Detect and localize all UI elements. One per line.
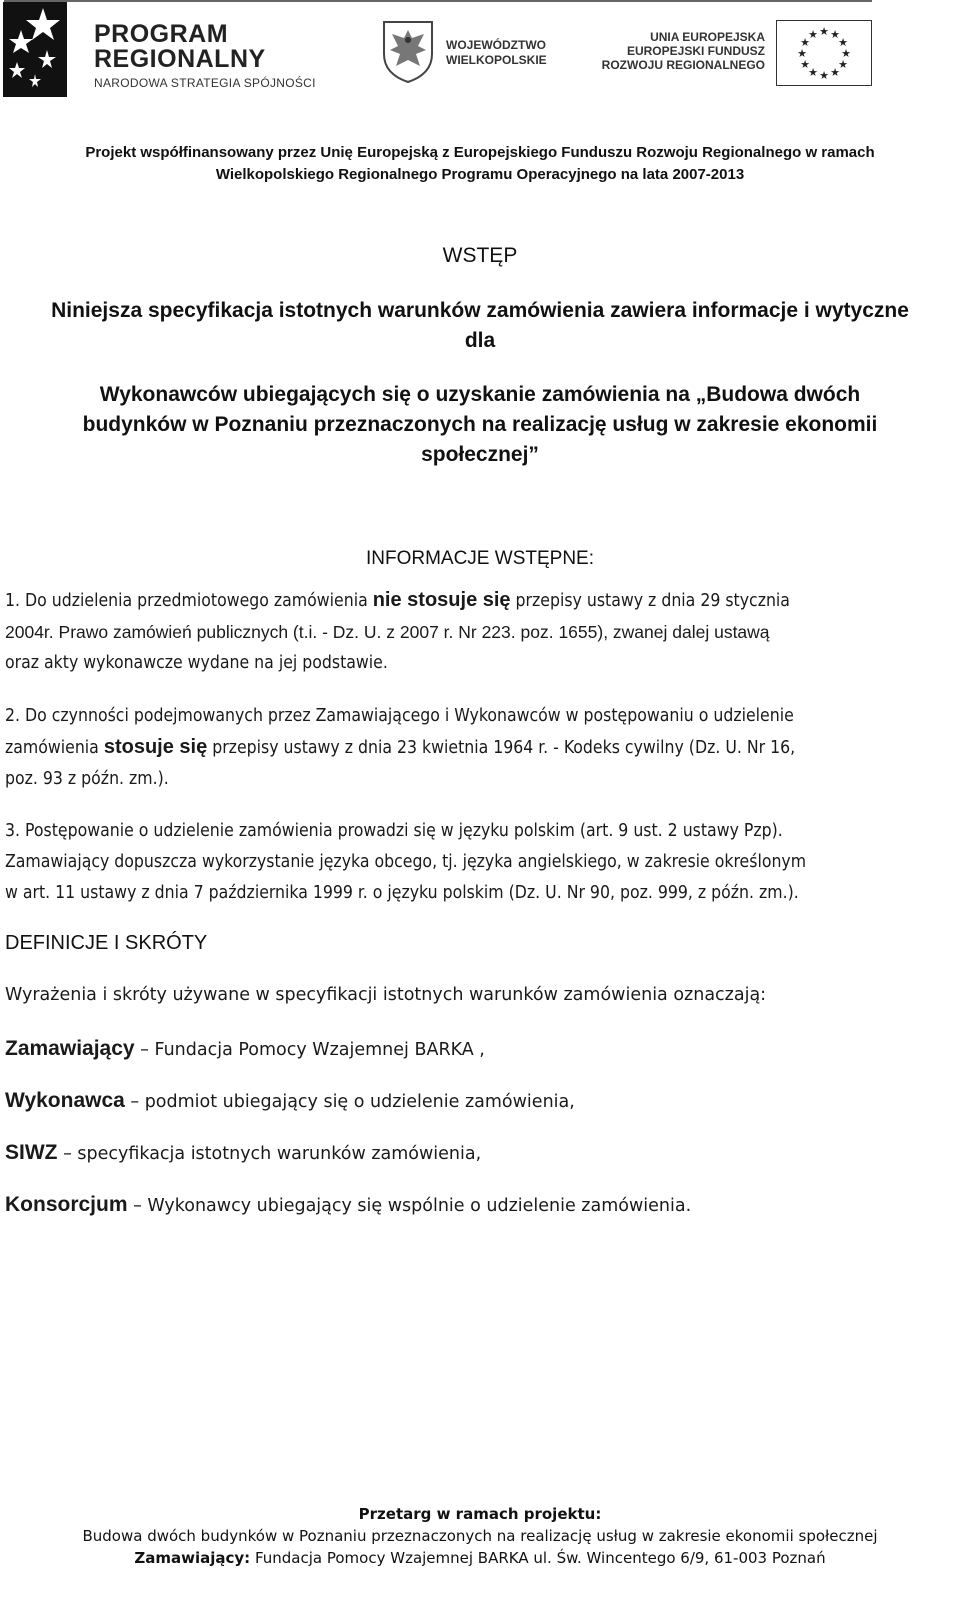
- p2-line3: poz. 93 z późn. zm.).: [5, 769, 169, 789]
- project-title: [30, 380, 930, 470]
- svg-text:★: ★: [819, 25, 829, 38]
- p1-line1: [5, 585, 955, 617]
- p3-line2: Zamawiający dopuszcza wykorzystanie języka obcego, tj. języka angielskiego, w zakresie określonym: [5, 852, 807, 872]
- definition-item: [5, 1089, 575, 1113]
- ue-line2: EUROPEJSKI FUNDUSZ: [626, 44, 765, 58]
- intro-line2: dla: [464, 329, 496, 352]
- p3-line3: w art. 11 ustawy z dnia 7 października 1999 r. o języku polskim (Dz. U. Nr 90, poz. 999, z późn. zm.).: [5, 883, 799, 903]
- svg-text:★: ★: [800, 36, 810, 49]
- svg-text:★: ★: [797, 47, 807, 60]
- project-line2: budynków w Poznaniu przeznaczonych na realizację usług w zakresie ekonomii: [82, 413, 878, 436]
- woj-line2: WIELKOPOLSKIE: [446, 53, 547, 67]
- svg-text:★: ★: [800, 58, 810, 71]
- project-line3: społecznej”: [421, 443, 539, 466]
- intro-line1: Niniejsza specyfikacja istotnych warunków zamówienia zawiera informacje i wytyczne: [51, 299, 909, 322]
- definition-term: Konsorcjum: [5, 1193, 128, 1216]
- p1-text-a: 1. Do udzielenia przedmiotowego zamówienia: [5, 591, 373, 611]
- ue-line3: ROZWOJU REGIONALNEGO: [601, 58, 765, 72]
- definition-term: Zamawiający: [5, 1037, 135, 1060]
- program-logo-text: [94, 22, 344, 90]
- p2-emphasis: stosuje się: [103, 736, 208, 758]
- footer-line1: Przetarg w ramach projektu:: [358, 1505, 602, 1523]
- definition-term: Wykonawca: [5, 1089, 125, 1112]
- woj-line1: WOJEWÓDZTWO: [446, 38, 546, 52]
- info-paragraph-2: [5, 701, 955, 795]
- ue-logo-text: [600, 30, 765, 72]
- footer-line2: Budowa dwóch budynków w Poznaniu przeznaczonych na realizację usług w zakresie ekonomii społecznej: [82, 1527, 878, 1545]
- eu-flag-icon: [776, 20, 872, 86]
- section-heading-info: INFORMACJE WSTĘPNE:: [365, 548, 594, 569]
- p2-line2: [5, 732, 955, 764]
- p2-text-c: przepisy ustawy z dnia 23 kwietnia 1964 r. - Kodeks cywilny (Dz. U. Nr 16,: [207, 738, 796, 758]
- footer-label: Zamawiający:: [134, 1549, 251, 1567]
- svg-text:★: ★: [808, 66, 818, 79]
- logo-bar: [0, 0, 960, 100]
- p1-line2: 2004r. Prawo zamówień publicznych (t.i. - Dz. U. z 2007 r. Nr 223. poz. 1655), zwanej dalej ustawą: [5, 622, 770, 642]
- svg-text:★: ★: [838, 36, 848, 49]
- star-logo-icon: [3, 2, 67, 97]
- program-subtitle: NARODOWA STRATEGIA SPÓJNOŚCI: [94, 76, 316, 90]
- definition-item: [5, 1193, 691, 1217]
- section-heading-wstep: WSTĘP: [442, 244, 518, 267]
- program-title-line2: REGIONALNY: [94, 45, 266, 73]
- ue-line1: UNIA EUROPEJSKA: [650, 30, 765, 44]
- section-heading-definitions: DEFINICJE I SKRÓTY: [5, 932, 208, 954]
- definition-desc: – Fundacja Pomocy Wzajemnej BARKA ,: [134, 1040, 485, 1060]
- definition-desc: – podmiot ubiegający się o udzielenie zamówienia,: [124, 1092, 575, 1112]
- svg-text:★: ★: [838, 58, 848, 71]
- header-divider: [4, 0, 872, 2]
- definition-desc: – Wykonawcy ubiegający się wspólnie o udzielenie zamówienia.: [127, 1196, 692, 1216]
- definition-item: [5, 1141, 481, 1165]
- intro-text: [0, 296, 960, 356]
- svg-text:★: ★: [819, 69, 829, 82]
- definition-term: SIWZ: [5, 1141, 58, 1164]
- p2-line1: 2. Do czynności podejmowanych przez Zamawiającego i Wykonawców w postępowaniu o udzielenie: [5, 706, 794, 726]
- p1-emphasis: nie stosuje się: [372, 589, 511, 611]
- wojewodztwo-logo-text: [446, 38, 547, 68]
- funding-line1: Projekt współfinansowany przez Unię Europejską z Europejskiego Funduszu Rozwoju Regionalnego w ramach: [85, 144, 875, 161]
- funding-notice: [0, 142, 960, 186]
- definition-desc: – specyfikacja istotnych warunków zamówienia,: [57, 1144, 482, 1164]
- info-paragraph-1: [5, 585, 955, 679]
- p1-text-b: przepisy ustawy z dnia 29 stycznia: [510, 591, 790, 611]
- svg-text:★: ★: [830, 66, 840, 79]
- program-title-line1: PROGRAM: [94, 20, 229, 48]
- svg-text:★: ★: [830, 28, 840, 41]
- project-line1: Wykonawców ubiegających się o uzyskanie zamówienia na „Budowa dwóch: [99, 383, 861, 406]
- p1-line3: oraz akty wykonawcze wydane na jej podstawie.: [5, 653, 388, 673]
- svg-text:★: ★: [841, 47, 851, 60]
- page-footer: [0, 1503, 960, 1569]
- definitions-intro: Wyrażenia i skróty używane w specyfikacji istotnych warunków zamówienia oznaczają:: [5, 985, 767, 1005]
- eagle-emblem-icon: [380, 18, 436, 84]
- p3-line1: 3. Postępowanie o udzielenie zamówienia prowadzi się w języku polskim (art. 9 ust. 2 ustawy Pzp).: [5, 821, 783, 841]
- footer-line3: [0, 1547, 960, 1569]
- footer-address: Fundacja Pomocy Wzajemnej BARKA ul. Św. Wincentego 6/9, 61-003 Poznań: [250, 1549, 826, 1567]
- funding-line2: Wielkopolskiego Regionalnego Programu Operacyjnego na lata 2007-2013: [215, 166, 745, 183]
- p2-text-b: zamówienia: [5, 738, 104, 758]
- svg-text:★: ★: [808, 28, 818, 41]
- definition-item: [5, 1037, 485, 1061]
- info-paragraph-3: [5, 816, 955, 909]
